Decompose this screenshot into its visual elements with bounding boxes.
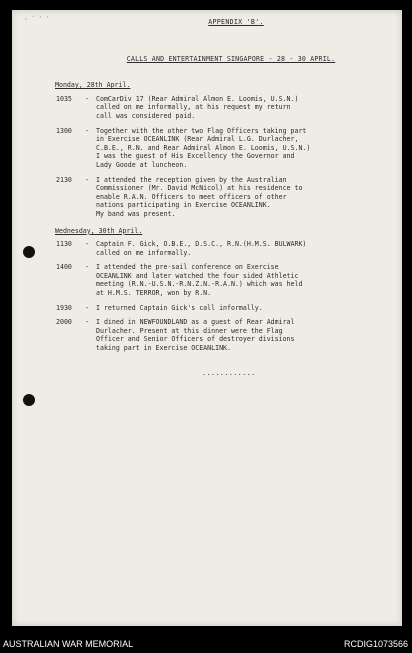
punch-hole-upper — [23, 246, 35, 258]
entry-dash: - — [85, 303, 89, 312]
entry-dash: - — [85, 318, 89, 327]
log-entry — [56, 127, 386, 170]
entry-time: 1400 — [56, 263, 72, 272]
entry-time: 1035 — [56, 94, 72, 103]
entry-dash: - — [85, 175, 89, 184]
document-body — [56, 18, 386, 377]
log-entry — [56, 95, 386, 121]
entry-time: 2000 — [56, 318, 72, 327]
day-section-monday — [56, 81, 386, 218]
entry-text: Captain F. Gick, O.B.E., D.S.C., R.N.(H.M.S. BULWARK) called on me informally. — [96, 240, 307, 257]
entry-text: Together with the other two Flag Officers taking part in Exercise OCEANLINK (Rear Admiral L.G. Durlacher, C.B.E., R.N. and Rear Admiral Almon E. Loomis, U.S.N.) I was the guest of His Excellency the Governor and Lady Goode at luncheon. — [96, 126, 311, 169]
entry-time: 1130 — [56, 240, 72, 249]
log-entry — [56, 304, 386, 313]
punch-hole-lower — [23, 394, 35, 406]
log-entry — [56, 318, 386, 352]
document-page — [12, 10, 402, 626]
entry-dash: - — [85, 126, 89, 135]
log-entry — [56, 176, 386, 219]
log-entry — [56, 240, 386, 257]
entry-time: 2130 — [56, 175, 72, 184]
entry-text: ComCarDiv 17 (Rear Admiral Almon E. Loomis, U.S.N.) called on me informally, at his request my return call was considered paid. — [96, 94, 299, 120]
archive-name: AUSTRALIAN WAR MEMORIAL — [3, 639, 134, 649]
record-id: RCDIG1073566 — [343, 639, 408, 649]
entry-dash: - — [85, 240, 89, 249]
entry-time: 1930 — [56, 303, 72, 312]
archive-footer — [0, 636, 412, 653]
entry-text: I attended the pre-sail conference on Exercise OCEANLINK and later watched the four sided Athletic meeting (R.N.-U.S.N.-R.N.Z.N.-R.A.N.) which was held at H.M.S. TERROR, won by R.N. — [96, 263, 303, 298]
entry-text: I attended the reception given by the Australian Commissioner (Mr. David McNicol) at his residence to enable R.A.N. Officers to meet officers of other nations participating in Exercise OCEANLINK. My band was present. — [96, 175, 303, 218]
corner-mark: · ´ ′ ′ — [24, 16, 50, 23]
log-entry — [56, 263, 386, 297]
end-marker: ............ — [202, 368, 256, 377]
day-heading: Wednesday, 30th April. — [55, 226, 143, 235]
document-title: CALLS AND ENTERTAINMENT SINGAPORE - 28 - 30 APRIL. — [126, 54, 336, 63]
entry-dash: - — [85, 263, 89, 272]
day-section-wednesday — [56, 227, 386, 353]
entry-text: I returned Captain Gick's call informally. — [96, 303, 263, 312]
entry-time: 1300 — [56, 126, 72, 135]
appendix-heading: APPENDIX 'B'. — [208, 18, 264, 26]
entry-text: I dined in NEWFOUNDLAND as a guest of Rear Admiral Durlacher. Present at this dinner were the Flag Officer and Senior Officers of destroyer divisions taking part in Exercise OCEANLINK. — [96, 318, 295, 353]
entry-dash: - — [85, 94, 89, 103]
day-heading: Monday, 28th April. — [55, 81, 131, 90]
